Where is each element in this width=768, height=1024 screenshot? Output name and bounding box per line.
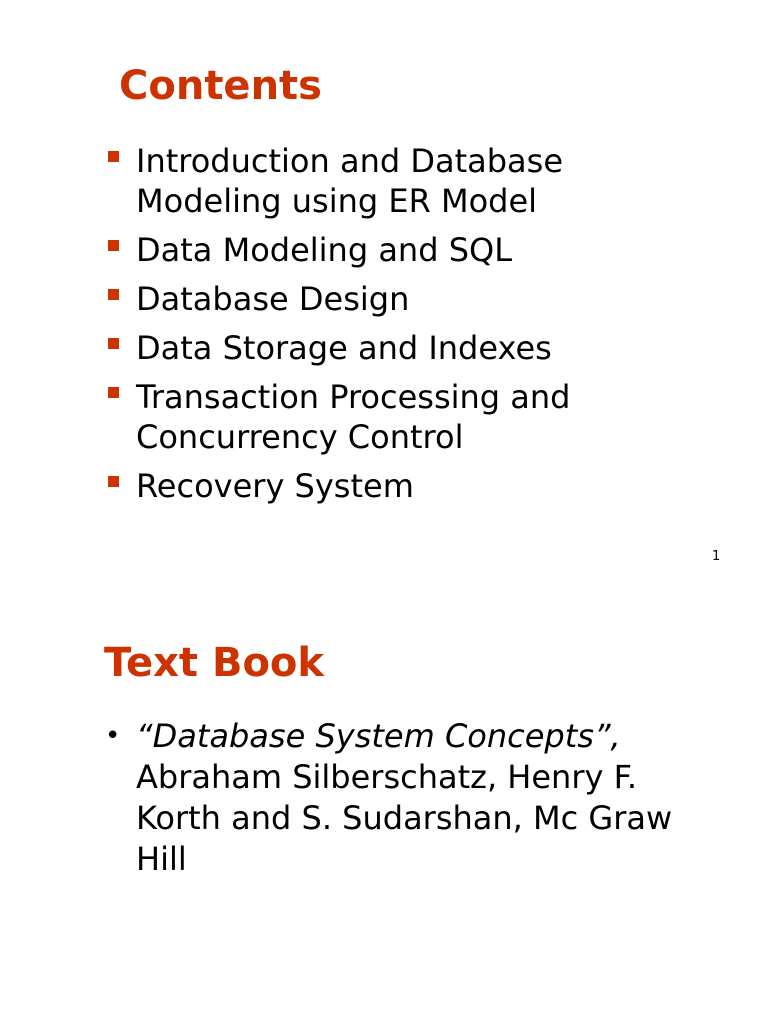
book-title: “Database System Concepts”,	[136, 717, 621, 755]
book-authors-line: Korth and S. Sudarshan, Mc Graw	[136, 799, 673, 837]
textbook-title: Text Book	[104, 640, 324, 686]
list-item-line: Recovery System	[136, 467, 414, 505]
square-bullet-icon	[108, 338, 119, 349]
list-item-line: Concurrency Control	[136, 418, 464, 456]
textbook-list	[104, 716, 754, 880]
contents-list	[106, 141, 746, 515]
list-item-line: Database Design	[136, 280, 410, 318]
list-item	[106, 141, 746, 221]
list-item-line: Data Modeling and SQL	[136, 231, 513, 269]
list-item	[106, 466, 746, 506]
contents-title: Contents	[119, 63, 322, 109]
dot-bullet-icon: •	[105, 721, 121, 751]
list-item-line: Transaction Processing and	[136, 378, 571, 416]
square-bullet-icon	[108, 240, 119, 251]
square-bullet-icon	[108, 476, 119, 487]
list-item	[106, 230, 746, 270]
book-authors-line: Abraham Silberschatz, Henry F.	[136, 758, 638, 796]
list-item-line: Introduction and Database	[136, 142, 564, 180]
book-reference	[104, 716, 754, 880]
list-item	[106, 328, 746, 368]
list-item	[106, 279, 746, 319]
book-publisher-line: Hill	[136, 840, 187, 878]
square-bullet-icon	[108, 151, 119, 162]
square-bullet-icon	[108, 289, 119, 300]
square-bullet-icon	[108, 387, 119, 398]
page-number: 1	[712, 549, 721, 564]
list-item-line: Modeling using ER Model	[136, 182, 538, 220]
list-item-line: Data Storage and Indexes	[136, 329, 552, 367]
list-item	[106, 377, 746, 457]
